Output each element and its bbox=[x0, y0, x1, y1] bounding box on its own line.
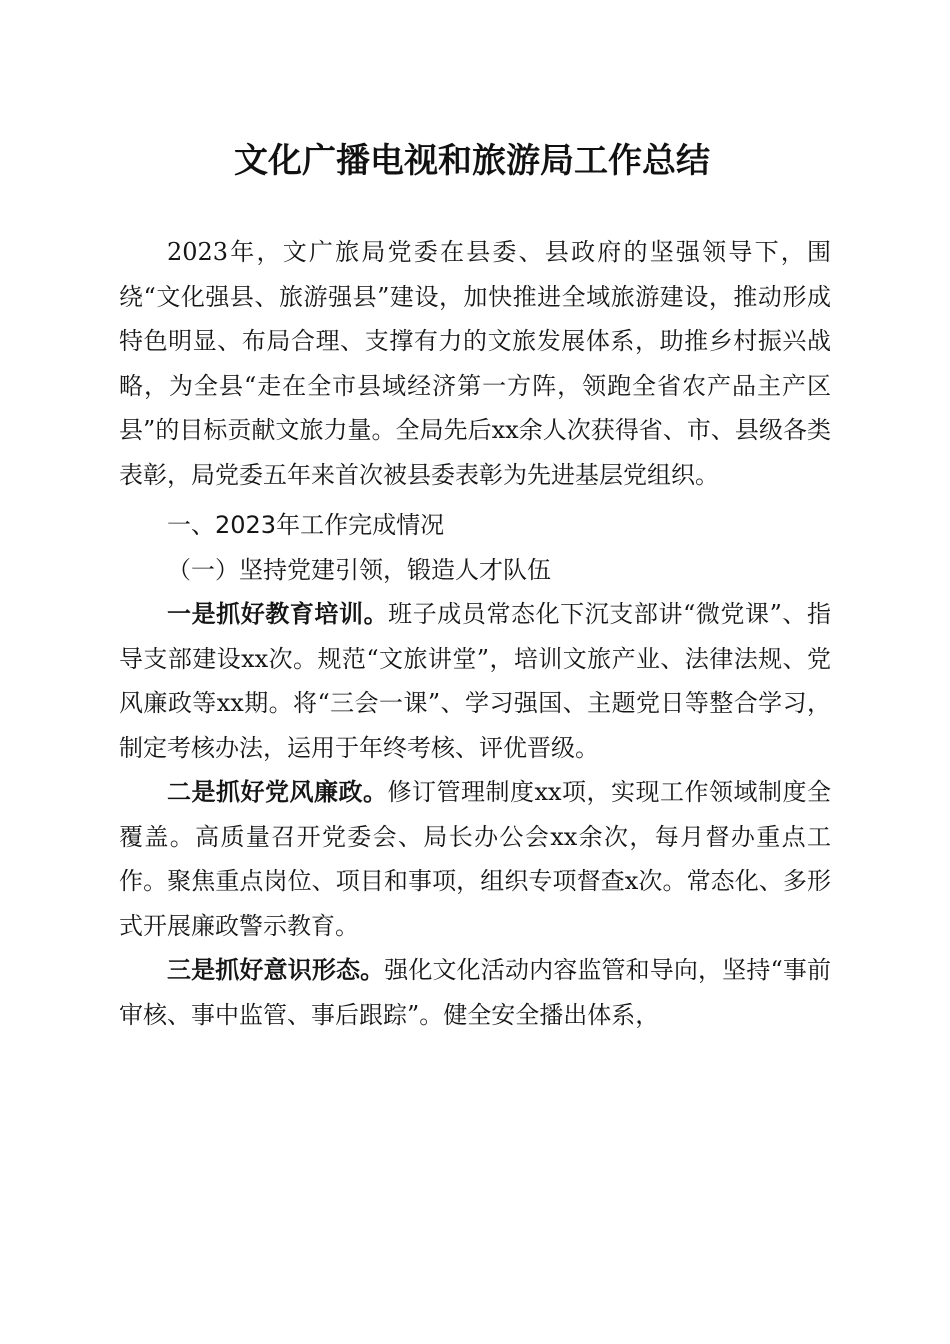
item-text: 修订管理制度xx项，实现工作领域制度全覆盖。高质量召开党委会、局长办公会xx余次，每月督办重点工作。聚焦重点岗位、项目和事项，组织专项督查x次。常态化、多形式开展廉政警示教育。 bbox=[119, 778, 832, 940]
document-body bbox=[119, 230, 831, 1037]
item-paragraph-3 bbox=[119, 948, 831, 1037]
item-paragraph-2 bbox=[119, 770, 831, 948]
item-paragraph-1 bbox=[119, 592, 831, 770]
item-lead: 二是抓好党风廉政。 bbox=[167, 777, 388, 806]
document-title: 文化广播电视和旅游局工作总结 bbox=[234, 141, 710, 181]
item-lead: 三是抓好意识形态。 bbox=[167, 955, 385, 984]
subsection-heading: （一）坚持党建引领，锻造人才队伍 bbox=[167, 555, 551, 584]
item-text: 强化文化活动内容监管和导向，坚持“事前审核、事中监管、事后跟踪”。健全安全播出体系， bbox=[119, 956, 831, 1029]
item-lead: 一是抓好教育培训。 bbox=[167, 599, 389, 628]
item-text: 班子成员常态化下沉支部讲“微党课”、指导支部建设xx次。规范“文旅讲堂”，培训文旅产业、法律法规、党风廉政等xx期。将“三会一课”、学习强国、主题党日等整合学习，制定考核办法，运用于年终考核、评优晋级。 bbox=[119, 600, 831, 762]
section-heading: 一、2023年工作完成情况 bbox=[167, 511, 445, 539]
intro-paragraph: 2023年，文广旅局党委在县委、县政府的坚强领导下，围绕“文化强县、旅游强县”建设，加快推进全域旅游建设，推动形成特色明显、布局合理、支撑有力的文旅发展体系，助推乡村振兴战略，为全县“走在全市县域经济第一方阵，领跑全省农产品主产区县”的目标贡献文旅力量。全局先后xx余人次获得省、市、县级各类表彰，局党委五年来首次被县委表彰为先进基层党组织。 bbox=[119, 238, 831, 489]
